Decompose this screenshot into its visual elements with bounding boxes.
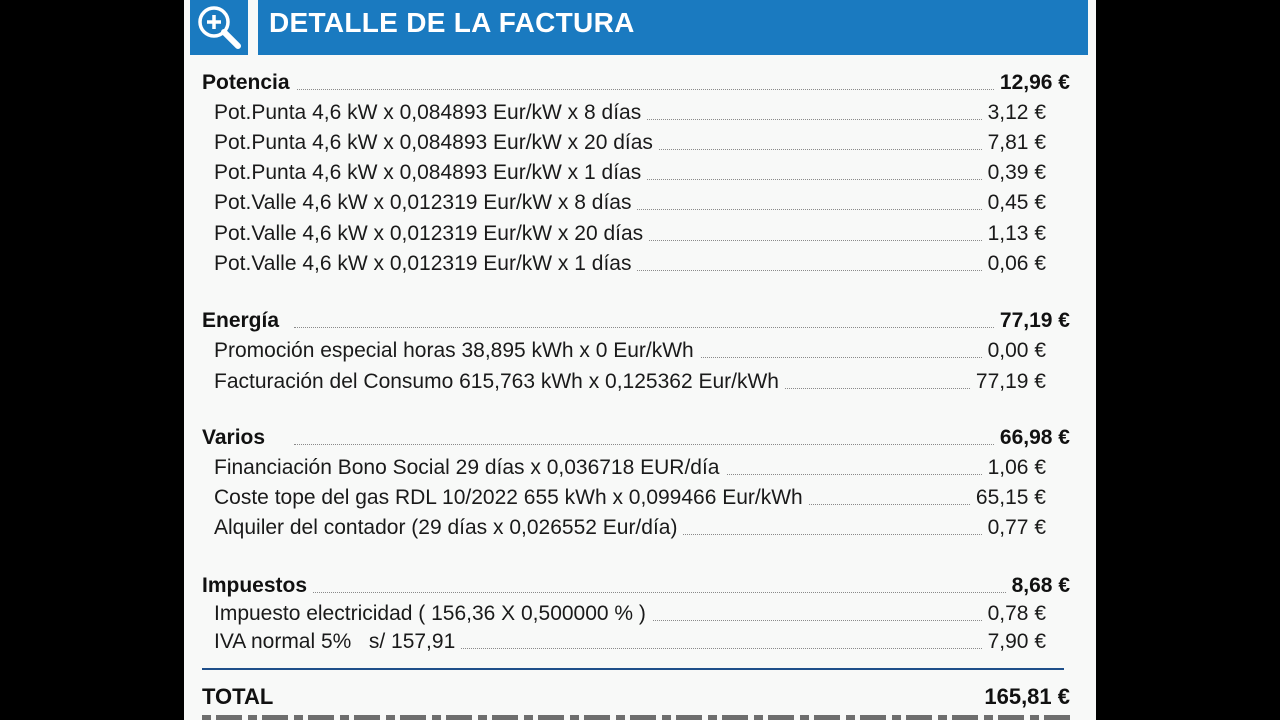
line-item-amount: 0,39 € — [982, 159, 1046, 187]
line-item-label: Pot.Punta 4,6 kW x 0,084893 Eur/kW x 20 días — [214, 129, 659, 157]
line-item — [184, 250, 1096, 278]
section-amount: 77,19 € — [994, 307, 1070, 335]
cropped-footnote — [202, 712, 1072, 720]
invoice-header — [184, 0, 1096, 55]
line-item-label: Pot.Valle 4,6 kW x 0,012319 Eur/kW x 20 días — [214, 220, 649, 248]
header-title-bar — [258, 0, 1088, 55]
section-impuestos — [184, 572, 1096, 600]
line-item-label: Pot.Punta 4,6 kW x 0,084893 Eur/kW x 1 días — [214, 159, 647, 187]
line-item — [184, 220, 1096, 248]
line-item-label: Coste tope del gas RDL 10/2022 655 kWh x 0,099466 Eur/kWh — [214, 484, 809, 512]
line-item-label: Alquiler del contador (29 días x 0,026552 Eur/día) — [214, 514, 683, 542]
line-item — [184, 600, 1096, 628]
section-energia — [184, 307, 1096, 335]
line-item — [184, 159, 1096, 187]
line-item-label: Promoción especial horas 38,895 kWh x 0 Eur/kWh — [214, 337, 700, 365]
line-item-amount: 7,81 € — [982, 129, 1046, 157]
line-item-amount: 1,06 € — [982, 454, 1046, 482]
section-label: Varios — [202, 424, 271, 452]
line-item-amount: 7,90 € — [982, 628, 1046, 656]
line-item-label: Pot.Punta 4,6 kW x 0,084893 Eur/kW x 8 días — [214, 99, 647, 127]
line-item — [184, 368, 1096, 396]
total-label: TOTAL — [202, 684, 274, 709]
zoom-button[interactable] — [190, 0, 248, 55]
section-label: Energía — [202, 307, 285, 335]
line-item-label: Impuesto electricidad ( 156,36 X 0,500000 % ) — [214, 600, 652, 628]
line-item-amount: 0,45 € — [982, 189, 1046, 217]
line-item — [184, 337, 1096, 365]
dotted-leader — [294, 444, 1066, 445]
dotted-leader — [294, 89, 1066, 90]
section-varios — [184, 424, 1096, 452]
dotted-leader — [294, 592, 1066, 593]
section-label: Impuestos — [202, 572, 313, 600]
section-amount: 8,68 € — [1006, 572, 1070, 600]
line-item-amount: 3,12 € — [982, 99, 1046, 127]
line-item-amount: 1,13 € — [982, 220, 1046, 248]
line-item-label: IVA normal 5% s/ 157,91 — [214, 628, 461, 656]
line-item — [184, 129, 1096, 157]
invoice-page — [184, 0, 1096, 720]
line-item-amount: 0,77 € — [982, 514, 1046, 542]
section-label: Potencia — [202, 69, 296, 97]
line-item — [184, 484, 1096, 512]
line-item-amount: 65,15 € — [970, 484, 1046, 512]
page-title: DETALLE DE LA FACTURA — [269, 7, 635, 38]
section-amount: 66,98 € — [994, 424, 1070, 452]
line-item-amount: 0,00 € — [982, 337, 1046, 365]
total-amount: 165,81 € — [984, 684, 1070, 709]
line-item-label: Pot.Valle 4,6 kW x 0,012319 Eur/kW x 8 días — [214, 189, 637, 217]
total-row — [184, 683, 1096, 711]
line-item — [184, 454, 1096, 482]
dotted-leader — [294, 327, 1066, 328]
line-item — [184, 514, 1096, 542]
line-item-amount: 0,06 € — [982, 250, 1046, 278]
line-item-label: Financiación Bono Social 29 días x 0,036718 EUR/día — [214, 454, 726, 482]
line-item — [184, 628, 1096, 656]
line-item-amount: 0,78 € — [982, 600, 1046, 628]
line-item — [184, 99, 1096, 127]
section-amount: 12,96 € — [994, 69, 1070, 97]
total-divider — [202, 668, 1064, 670]
line-item-amount: 77,19 € — [970, 368, 1046, 396]
line-item — [184, 189, 1096, 217]
zoom-in-icon — [190, 0, 248, 55]
line-item-label: Pot.Valle 4,6 kW x 0,012319 Eur/kW x 1 días — [214, 250, 637, 278]
line-item-label: Facturación del Consumo 615,763 kWh x 0,125362 Eur/kWh — [214, 368, 785, 396]
section-potencia — [184, 69, 1096, 97]
